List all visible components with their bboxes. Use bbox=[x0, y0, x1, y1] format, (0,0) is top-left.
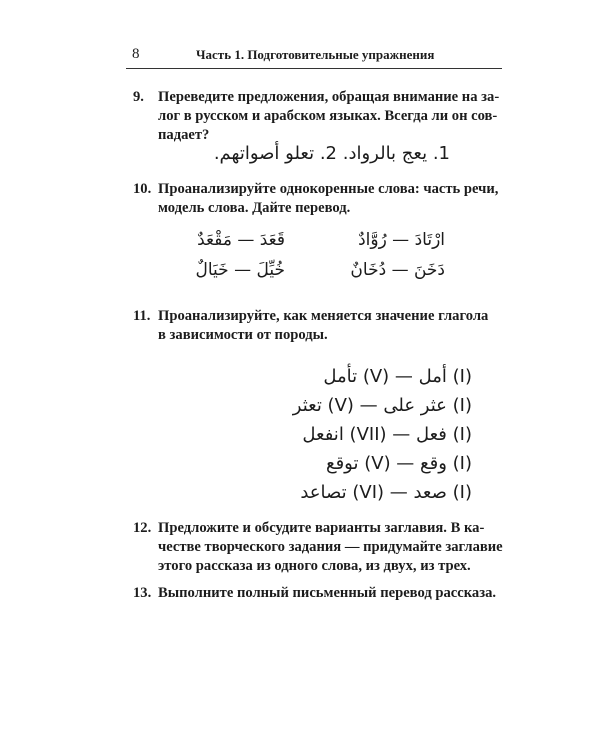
arabic-word-pair: خُيِّلَ — خَيَالٌ bbox=[195, 260, 285, 280]
task-line: модель слова. Дайте перевод. bbox=[158, 200, 351, 216]
verb-form-row: (I) أمل — (V) تأمل bbox=[323, 366, 472, 387]
task-number: 13. bbox=[133, 585, 152, 601]
task-9 bbox=[133, 88, 505, 145]
task-line: этого рассказа из одного слова, из двух, из трех. bbox=[158, 558, 471, 574]
task-line: падает? bbox=[158, 127, 210, 143]
task-line: Проанализируйте однокоренные слова: часть речи, bbox=[158, 181, 499, 197]
arabic-word-pair: ارْتَادَ — رُوَّادٌ bbox=[358, 230, 445, 250]
running-head: Часть 1. Подготовительные упражнения bbox=[196, 47, 435, 62]
task-line: Переведите предложения, обращая внимание на за- bbox=[158, 89, 500, 105]
task-number: 11. bbox=[133, 308, 151, 324]
task-text bbox=[158, 307, 505, 345]
task-text bbox=[158, 584, 505, 603]
task-line: в зависимости от породы. bbox=[158, 327, 328, 343]
task-text bbox=[158, 180, 505, 218]
task-line: Проанализируйте, как меняется значение глагола bbox=[158, 308, 489, 324]
verb-form-row: (I) عثر على — (V) تعثر bbox=[292, 395, 472, 416]
page-header bbox=[126, 44, 502, 69]
task-number: 12. bbox=[133, 520, 152, 536]
task-number: 10. bbox=[133, 181, 152, 197]
verb-form-row: (I) صعد — (VI) تصاعد bbox=[300, 482, 472, 503]
task-text bbox=[158, 519, 505, 576]
task-number: 9. bbox=[133, 89, 144, 105]
verb-form-row: (I) وقع — (V) توقع bbox=[325, 453, 472, 474]
task-12 bbox=[133, 519, 505, 576]
task-text bbox=[158, 88, 505, 145]
page-number: 8 bbox=[132, 46, 140, 62]
arabic-word-pair: دَخَنَ — دُخَانٌ bbox=[350, 260, 445, 280]
arabic-word-pair: قَعَدَ — مَقْعَدٌ bbox=[197, 230, 285, 250]
task-11 bbox=[133, 307, 505, 345]
task-line: Предложите и обсудите варианты заглавия. В ка- bbox=[158, 520, 485, 536]
verb-form-row: (I) فعل — (VII) انفعل bbox=[302, 424, 472, 445]
task-13 bbox=[133, 584, 505, 603]
task-line: лог в русском и арабском языках. Всегда ли он сов- bbox=[158, 108, 498, 124]
task-line: Выполните полный письменный перевод рассказа. bbox=[158, 585, 497, 601]
arabic-sentences: 1. يعج بالرواد. 2. تعلو أصواتهم. bbox=[213, 143, 450, 164]
task-line: честве творческого задания — придумайте заглавие bbox=[158, 539, 503, 555]
task-10 bbox=[133, 180, 505, 218]
